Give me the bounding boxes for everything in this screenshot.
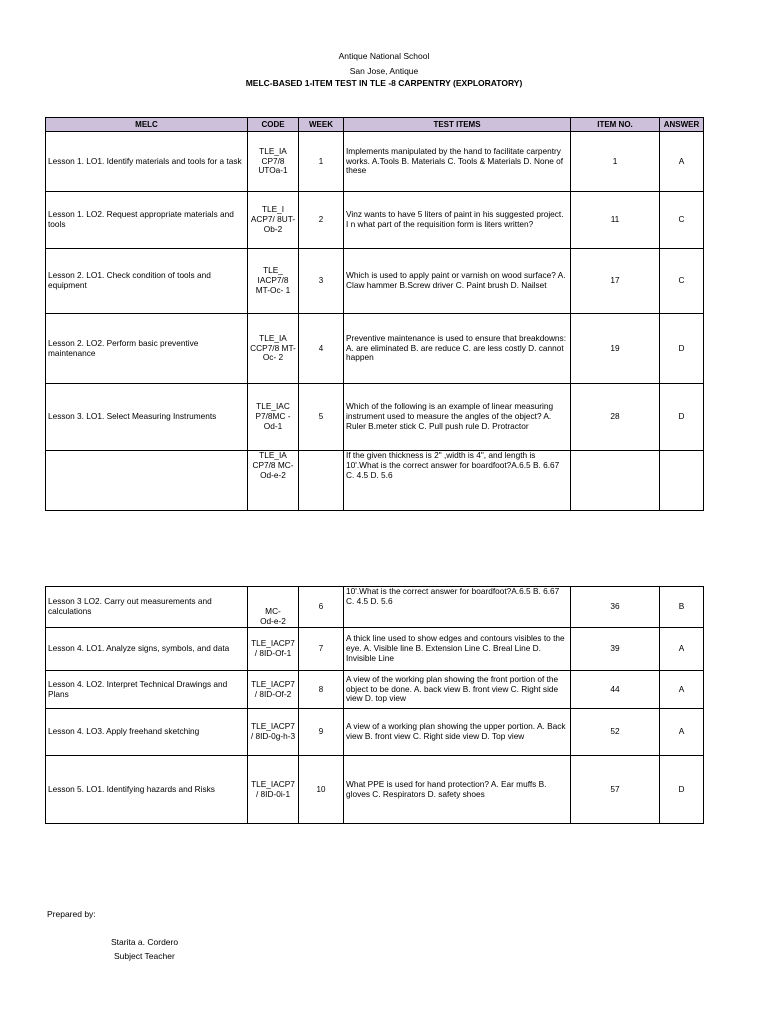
teacher-role: Subject Teacher [114, 951, 175, 961]
week-cell: 2 [299, 192, 344, 249]
column-header-melc: MELC [46, 118, 248, 132]
code-cell: TLE_IAC P7/8MC -Od-1 [248, 384, 299, 451]
code-cell: TLE_IACP7/ 8ID-Of-2 [248, 671, 299, 709]
answer-cell: A [660, 628, 704, 671]
answer-cell: A [660, 709, 704, 756]
melc-cell: Lesson 3. LO1. Select Measuring Instruments [46, 384, 248, 451]
week-cell: 1 [299, 132, 344, 192]
melc-cell: Lesson 1. LO2. Request appropriate materials and tools [46, 192, 248, 249]
table-row [46, 132, 704, 192]
week-cell: 3 [299, 249, 344, 314]
item-no-cell [571, 451, 660, 511]
answer-cell [660, 451, 704, 511]
table-row [46, 249, 704, 314]
table-top-section [45, 117, 703, 480]
melc-cell: Lesson 2. LO1. Check condition of tools and equipment [46, 249, 248, 314]
column-header-item-no: ITEM NO. [571, 118, 660, 132]
item-no-cell: 28 [571, 384, 660, 451]
item-no-cell: 52 [571, 709, 660, 756]
week-cell: 10 [299, 756, 344, 824]
test-item-cell: Vinz wants to have 5 liters of paint in his suggested project. I n what part of the requisition form is liters written? [344, 192, 571, 249]
test-item-cell: Preventive maintenance is used to ensure that breakdowns: A. are eliminated B. are reduce C. are less costly D. cannot happen [344, 314, 571, 384]
week-cell: 7 [299, 628, 344, 671]
code-cell: TLE_IACP7/ 8ID-0i-1 [248, 756, 299, 824]
code-cell: TLE_I ACP7/ 8UT- Ob-2 [248, 192, 299, 249]
table-row [46, 314, 704, 384]
melc-cell [46, 451, 248, 511]
column-header-code: CODE [248, 118, 299, 132]
code-cell: TLE_IA CCP7/8 MT-Oc- 2 [248, 314, 299, 384]
test-title: MELC-BASED 1-ITEM TEST IN TLE -8 CARPENTRY (EXPLORATORY) [245, 78, 523, 88]
teacher-name: Starita a. Cordero [111, 937, 179, 947]
melc-cell: Lesson 1. LO1. Identify materials and tools for a task [46, 132, 248, 192]
answer-cell: D [660, 314, 704, 384]
item-no-cell: 39 [571, 628, 660, 671]
code-cell: MC- Od-e-2 [248, 587, 299, 628]
melc-cell: Lesson 4. LO1. Analyze signs, symbols, and data [46, 628, 248, 671]
answer-cell: C [660, 192, 704, 249]
week-cell: 6 [299, 587, 344, 628]
code-cell: TLE_IACP7/ 8ID-Of-1 [248, 628, 299, 671]
table-row [46, 756, 704, 824]
test-item-cell: A view of the working plan showing the front portion of the object to be done. A. back view B. front view C. Right side view D. top view [344, 671, 571, 709]
test-item-cell: A view of a working plan showing the upper portion. A. Back view B. front view C. Right side view D. Top view [344, 709, 571, 756]
code-cell: TLE_ IACP7/8 MT-Oc- 1 [248, 249, 299, 314]
column-header-answer: ANSWER [660, 118, 704, 132]
column-header-week: WEEK [299, 118, 344, 132]
code-cell: TLE_IACP7/ 8ID-0g-h-3 [248, 709, 299, 756]
table-header-row [46, 118, 704, 132]
week-cell: 5 [299, 384, 344, 451]
table-row [46, 192, 704, 249]
table-row [46, 451, 704, 511]
table-bottom-section [45, 586, 703, 838]
melc-cell: Lesson 5. LO1. Identifying hazards and Risks [46, 756, 248, 824]
item-no-cell: 36 [571, 587, 660, 628]
melc-cell: Lesson 4. LO3. Apply freehand sketching [46, 709, 248, 756]
school-location: San Jose, Antique [349, 66, 419, 76]
melc-cell: Lesson 4. LO2. Interpret Technical Drawings and Plans [46, 671, 248, 709]
week-cell: 4 [299, 314, 344, 384]
answer-cell: A [660, 132, 704, 192]
answer-cell: B [660, 587, 704, 628]
answer-cell: C [660, 249, 704, 314]
code-cell: TLE_IA CP7/8 UTOa-1 [248, 132, 299, 192]
week-cell: 9 [299, 709, 344, 756]
item-no-cell: 1 [571, 132, 660, 192]
table-row [46, 628, 704, 671]
test-table-continued [45, 586, 704, 824]
test-item-cell: 10'.What is the correct answer for boardfoot?A.6.5 B. 6.67 C. 4.5 D. 5.6 [344, 587, 571, 628]
melc-cell: Lesson 3 LO2. Carry out measurements and calculations [46, 587, 248, 628]
test-item-cell: Implements manipulated by the hand to facilitate carpentry works. A.Tools B. Materials C. Tools & Materials D. None of these [344, 132, 571, 192]
table-row [46, 709, 704, 756]
table-row [46, 384, 704, 451]
test-item-cell: A thick line used to show edges and contours visibles to the eye. A. Visible line B. Extension Line C. Breal Line D. Invisible Line [344, 628, 571, 671]
table-row [46, 587, 704, 628]
test-item-cell: If the given thickness is 2" ,width is 4", and length is 10'.What is the correct answer for boardfoot?A.6.5 B. 6.67 C. 4.5 D. 5.6 [344, 451, 571, 511]
column-header-test-items: TEST ITEMS [344, 118, 571, 132]
school-name: Antique National School [338, 51, 430, 61]
table-row [46, 671, 704, 709]
week-cell [299, 451, 344, 511]
item-no-cell: 11 [571, 192, 660, 249]
test-item-cell: Which of the following is an example of linear measuring instrument used to measure the angles of the object? A. Ruler B.meter stick C. Pull push rule D. Protractor [344, 384, 571, 451]
week-cell: 8 [299, 671, 344, 709]
item-no-cell: 44 [571, 671, 660, 709]
melc-cell: Lesson 2. LO2. Perform basic preventive maintenance [46, 314, 248, 384]
test-item-cell: What PPE is used for hand protection? A. Ear muffs B. gloves C. Respirators D. safety shoes [344, 756, 571, 824]
prepared-by-label: Prepared by: [47, 909, 96, 919]
item-no-cell: 17 [571, 249, 660, 314]
item-no-cell: 19 [571, 314, 660, 384]
test-table [45, 117, 704, 511]
test-item-cell: Which is used to apply paint or varnish on wood surface? A. Claw hammer B.Screw driver C. Paint brush D. Nailset [344, 249, 571, 314]
item-no-cell: 57 [571, 756, 660, 824]
answer-cell: A [660, 671, 704, 709]
code-cell: TLE_IA CP7/8 MC- Od-e-2 [248, 451, 299, 511]
answer-cell: D [660, 756, 704, 824]
answer-cell: D [660, 384, 704, 451]
